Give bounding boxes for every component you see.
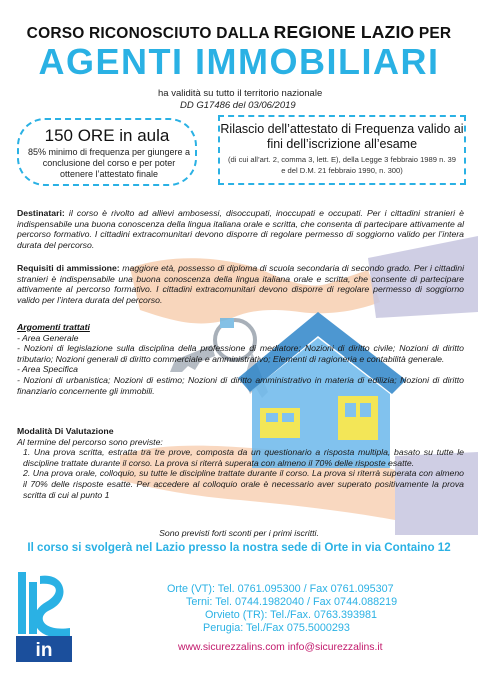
heading-part1: CORSO RICONOSCIUTO DALLA xyxy=(26,25,274,42)
oral-test-text: 2. Una prova orale, colloquio, su tutte le discipline trattate durante il corso. La prova si riterrà superata con almeno il 70% delle risposte esatte. Per accedere al colloquio orale è necessario aver superato positivamente la prova scritta di cui al punto 1 xyxy=(23,468,464,500)
requirements-text: maggiore età, possesso di diploma di scuola secondaria di secondo grado. Per i cittadini stranieri è indispensabile una buona conoscenza della lingua italiana orale e scritta, che consente di partecipare attivamente al percorso formativo. I cittadini extracomunitari devono disporre di regolare permesso di soggiorno valido per l’intera durata del percorso. xyxy=(17,263,464,305)
specific-area-text: - Nozioni di urbanistica; Nozioni di estimo; Nozioni di diritto amministrativo in materia di edilizia; Nozioni di diritto finanziario concernente gli immobili. xyxy=(17,374,464,396)
frequency-text: 85% minimo di frequenza per giungere a conclusione del corso e per poter ottenere l’attestato finale xyxy=(27,147,191,179)
contacts-block xyxy=(145,583,475,635)
certificate-reference: (di cui all’art. 2, comma 3, lett. E), della Legge 3 febbraio 1989 n. 39 e del D.M. 21 febbraio 1990, n. 300) xyxy=(228,155,456,175)
requirements-label: Requisiti di ammissione: xyxy=(17,263,120,273)
sicurezza-lins-logo xyxy=(16,570,72,662)
evaluation-intro: Al termine del percorso sono previste: xyxy=(17,436,163,447)
hours-label: 150 ORE in aula xyxy=(44,126,170,145)
evaluation-section xyxy=(17,426,464,500)
general-area-text: - Nozioni di legislazione sulla disciplina della professione di mediatore; Nozioni di diritto civile; Nozioni di diritto tributario; Nozioni generali di diritto commerciale e amministrativo; Elementi di ragioneria e contabilità generale. xyxy=(17,343,464,364)
topics-section xyxy=(17,322,464,396)
general-area-label: - Area Generale xyxy=(17,332,79,343)
contact-terni: Terni: Tel. 0744.1982040 / Fax 0744.088219 xyxy=(186,596,398,608)
certificate-title: Rilascio dell’attestato di Frequenza valido ai fini dell’iscrizione all’esame xyxy=(220,122,464,151)
certificate-box xyxy=(218,115,466,185)
contact-orvieto: Orvieto (TR): Tel./Fax. 0763.393981 xyxy=(205,609,378,621)
recipients-text: il corso è rivolto ad allievi ambosessi, disoccupati, inoccupati e occupati. Per i cittadini stranieri è indispensabile una buona conoscenza della lingua italiana orale e scritta, che consenta di partecipare attivamente al percorso formativo. I cittadini extracomunitari devono disporre di regolare permesso di soggiorno valido per l’intera durata del percorso. xyxy=(17,208,464,250)
heading-part3: PER xyxy=(414,25,452,42)
recipients-label: Destinatari: xyxy=(17,208,65,218)
validity-text: ha validità su tutto il territorio nazionale xyxy=(158,88,323,99)
hours-box xyxy=(17,118,197,186)
discount-note: Sono previsti forti sconti per i primi iscritti. xyxy=(159,528,319,538)
specific-area-label: - Area Specifica xyxy=(17,364,78,375)
validity-note xyxy=(158,88,358,112)
topics-label: Argomenti trattati xyxy=(17,322,90,332)
decree-text: DD G17486 del 03/06/2019 xyxy=(180,100,296,111)
website-email-link[interactable]: www.sicurezzalins.com info@sicurezzalins.it xyxy=(178,642,383,653)
evaluation-label: Modalità Di Valutazione xyxy=(17,426,114,436)
heading-region: REGIONE LAZIO xyxy=(273,22,415,42)
contact-perugia: Perugia: Tel./Fax 075.5000293 xyxy=(203,622,350,634)
written-test-text: 1. Una prova scritta, estratta tra tre prove, composta da un questionario a risposta multipla, basato su tutte le discipline trattate durante il corso. La prova si riterrà superata con almeno il 70% delle risposte esatte. xyxy=(23,447,464,468)
svg-text:in: in xyxy=(35,640,53,661)
contact-orte: Orte (VT): Tel. 0761.095300 / Fax 0761.095307 xyxy=(167,583,394,595)
requirements-section xyxy=(17,263,464,305)
recipients-section xyxy=(17,208,464,250)
page-title: AGENTI IMMOBILIARI xyxy=(38,41,440,82)
location-note: Il corso si svolgerà nel Lazio presso la nostra sede di Orte in via Containo 12 xyxy=(27,541,451,554)
